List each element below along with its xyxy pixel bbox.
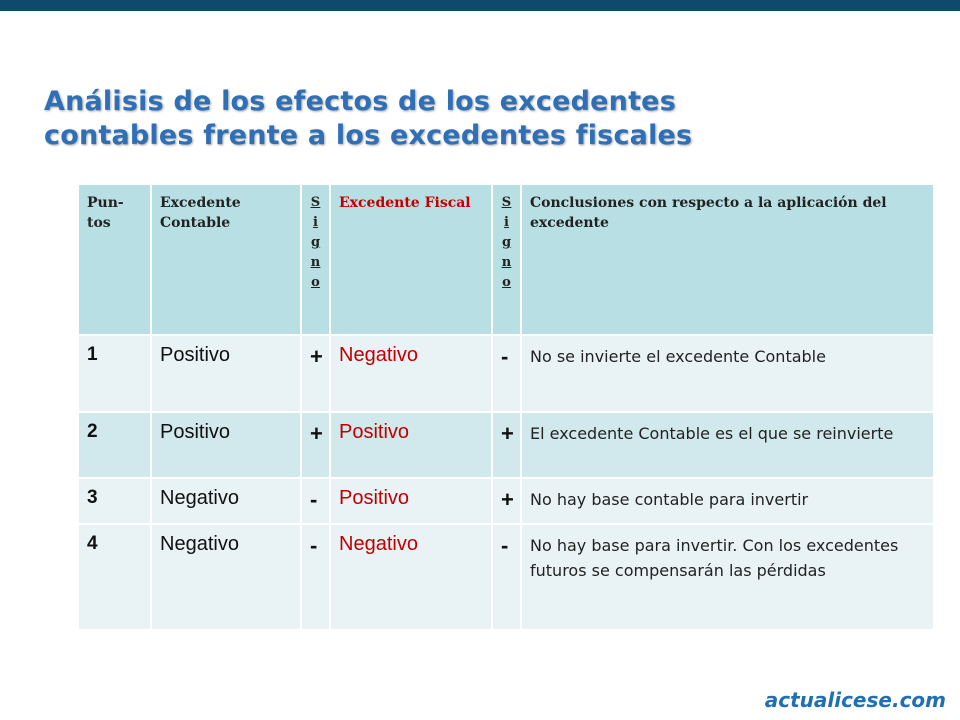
excedente-contable-cell: Negativo [151, 524, 301, 630]
row-number: 4 [78, 524, 151, 630]
signo-letter: S [310, 195, 321, 210]
signo-fiscal-cell: + [492, 478, 521, 524]
table-header-row [78, 185, 934, 335]
excedente-fiscal-cell: Positivo [330, 412, 492, 478]
table-row [78, 478, 934, 524]
excedente-fiscal-cell: Negativo [330, 335, 492, 412]
header-excedente-fiscal: Excedente Fiscal [330, 185, 492, 335]
top-bar [0, 0, 960, 11]
header-signo-1 [301, 185, 330, 335]
signo-letter: i [313, 215, 318, 230]
signo-letter: o [502, 275, 511, 290]
header-puntos: Pun- tos [78, 185, 151, 335]
table-row [78, 524, 934, 630]
signo-fiscal-cell: + [492, 412, 521, 478]
signo-letter: n [310, 255, 321, 270]
header-conclusiones: Conclusiones con respecto a la aplicación del excedente [521, 185, 934, 335]
table-row [78, 335, 934, 412]
excedente-contable-cell: Positivo [151, 412, 301, 478]
signo-contable-cell: + [301, 335, 330, 412]
excedente-fiscal-cell: Positivo [330, 478, 492, 524]
row-number: 3 [78, 478, 151, 524]
conclusion-cell: No se invierte el excedente Contable [521, 335, 934, 412]
signo-letter: n [501, 255, 512, 270]
signo-contable-cell: - [301, 478, 330, 524]
signo-contable-cell: - [301, 524, 330, 630]
slide-title-line-1: Análisis de los efectos de los excedentes [44, 86, 676, 117]
signo-letter: g [310, 235, 321, 250]
slide-title [44, 85, 904, 153]
header-signo-2 [492, 185, 521, 335]
header-excedente-contable: Excedente Contable [151, 185, 301, 335]
row-number: 2 [78, 412, 151, 478]
brand-watermark: actualicese.com [764, 688, 946, 712]
signo-letter: g [501, 235, 512, 250]
conclusion-cell: No hay base para invertir. Con los excedentes futuros se compensarán las pérdidas [521, 524, 934, 630]
header-signo-2-text [493, 193, 520, 293]
effects-table [77, 185, 935, 631]
signo-contable-cell: + [301, 412, 330, 478]
signo-fiscal-cell: - [492, 335, 521, 412]
excedente-contable-cell: Negativo [151, 478, 301, 524]
conclusion-cell: No hay base contable para invertir [521, 478, 934, 524]
signo-letter: i [504, 215, 509, 230]
signo-letter: S [501, 195, 512, 210]
excedente-contable-cell: Positivo [151, 335, 301, 412]
table-row [78, 412, 934, 478]
row-number: 1 [78, 335, 151, 412]
slide-title-line-2: contables frente a los excedentes fiscales [44, 120, 693, 151]
conclusion-cell: El excedente Contable es el que se reinvierte [521, 412, 934, 478]
signo-letter: o [311, 275, 320, 290]
signo-fiscal-cell: - [492, 524, 521, 630]
header-signo-1-text [302, 193, 329, 293]
excedente-fiscal-cell: Negativo [330, 524, 492, 630]
